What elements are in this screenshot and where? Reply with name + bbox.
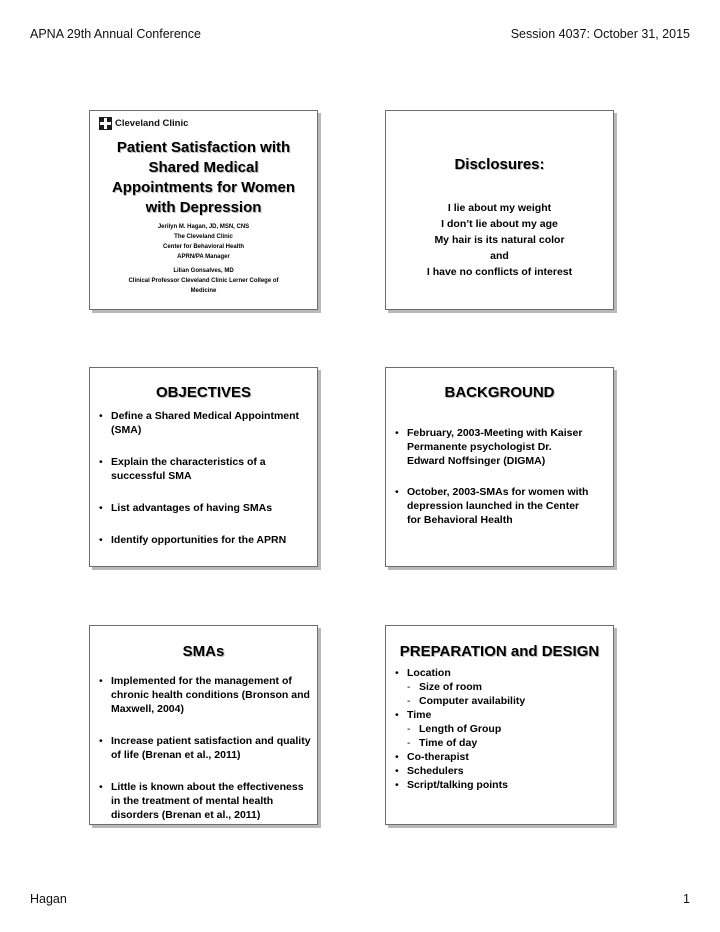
list-item-line: in the treatment of mental health (111, 795, 274, 807)
bullet-icon: • (395, 751, 399, 763)
list-item-line: disorders (Brenan et al., 2011) (111, 809, 261, 821)
list-item (97, 409, 307, 437)
list-item-line: depression launched in the Center (407, 500, 580, 512)
list-item-text: Time of day (419, 737, 478, 749)
list-item-line: Explain the characteristics of a (111, 456, 266, 468)
dash-icon: - (407, 695, 411, 707)
bullet-icon: • (99, 456, 103, 468)
slide-title-background: BACKGROUND (444, 384, 555, 401)
bullet-icon: • (99, 781, 103, 793)
list-item (393, 764, 607, 778)
list-item-line: February, 2003-Meeting with Kaiser (407, 427, 583, 439)
page-header-left: APNA 29th Annual Conference (30, 27, 201, 41)
list-item-text: Location (407, 667, 451, 679)
bullet-icon: • (395, 765, 399, 777)
list-item-line: of life (Brenan et al., 2011) (111, 749, 241, 761)
disclosure-line: My hair is its natural color (434, 234, 565, 246)
title-line: Patient Satisfaction with (116, 139, 291, 156)
author-line: Clinical Professor Cleveland Clinic Lerner College of (128, 278, 279, 284)
list-item (97, 501, 307, 515)
author-2 (90, 266, 317, 296)
title-line: Shared Medical (148, 159, 259, 176)
dash-icon: - (407, 681, 411, 693)
list-item-line: Implemented for the management of (111, 675, 292, 687)
bullet-icon: • (99, 410, 103, 422)
author-line: APRN/PA Manager (177, 254, 230, 260)
dash-icon: - (407, 723, 411, 735)
objectives-list (97, 409, 307, 547)
cleveland-clinic-logo-icon (99, 117, 112, 130)
bullet-icon: • (99, 735, 103, 747)
disclosure-line: and (490, 250, 509, 262)
list-item-line: for Behavioral Health (407, 514, 513, 526)
disclosure-line: I have no conflicts of interest (426, 266, 573, 278)
list-item-line: October, 2003-SMAs for women with (407, 486, 589, 498)
slide-background (385, 367, 614, 567)
author-line: The Cleveland Clinic (174, 234, 233, 240)
logo-text: Cleveland Clinic (115, 118, 189, 129)
page-footer-left: Hagan (30, 892, 67, 906)
slide-title-preparation: PREPARATION and DESIGN (399, 643, 600, 660)
bullet-icon: • (395, 486, 399, 498)
list-item (393, 778, 607, 792)
preparation-list (393, 666, 607, 792)
list-item-line: Maxwell, 2004) (111, 703, 184, 715)
list-item-line: Edward Noffsinger (DIGMA) (407, 455, 546, 467)
slide-disclosures (385, 110, 614, 310)
list-item-text: Co-therapist (407, 751, 469, 763)
list-item-line: Identify opportunities for the APRN (111, 534, 287, 546)
slide-title-smas: SMAs (182, 643, 225, 660)
sub-list-item (393, 680, 607, 694)
smas-list (97, 674, 313, 822)
list-item (393, 666, 607, 680)
slide-smas (89, 625, 318, 825)
dash-icon: - (407, 737, 411, 749)
slide-title-objectives: OBJECTIVES (155, 384, 252, 401)
list-item-text: Computer availability (419, 695, 526, 707)
list-item-text: Time (407, 709, 432, 721)
bullet-icon: • (395, 667, 399, 679)
author-line: Medicine (190, 288, 217, 294)
list-item-text: Length of Group (419, 723, 502, 735)
list-item (97, 455, 307, 483)
page-header-right: Session 4037: October 31, 2015 (510, 27, 690, 41)
bullet-icon: • (395, 427, 399, 439)
list-item (393, 485, 607, 527)
title-line: Appointments for Women (111, 179, 296, 196)
list-item (97, 674, 313, 716)
list-item-line: chronic health conditions (Bronson and (111, 689, 310, 701)
list-item (97, 780, 313, 822)
list-item-line: Define a Shared Medical Appointment (111, 410, 300, 422)
title-line: with Depression (145, 199, 262, 216)
list-item-line: List advantages of having SMAs (111, 502, 273, 514)
slide-objectives (89, 367, 318, 567)
author-1 (90, 222, 317, 262)
slide-title (89, 110, 318, 310)
bullet-icon: • (395, 709, 399, 721)
list-item (393, 426, 607, 468)
list-item-line: successful SMA (111, 470, 192, 482)
list-item (97, 533, 307, 547)
list-item-line: (SMA) (111, 424, 142, 436)
disclosure-line: I don’t lie about my age (441, 218, 558, 230)
author-line: Lilian Gonsalves, MD (173, 268, 234, 274)
bullet-icon: • (99, 675, 103, 687)
bullet-icon: • (99, 502, 103, 514)
slide-preparation-design (385, 625, 614, 825)
list-item-text: Script/talking points (407, 779, 508, 791)
disclosure-lines (386, 200, 613, 280)
bullet-icon: • (99, 534, 103, 546)
cleveland-clinic-logo (99, 117, 188, 130)
sub-list-item (393, 736, 607, 750)
list-item-line: Permanente psychologist Dr. (407, 441, 552, 453)
author-line: Jerilyn M. Hagan, JD, MSN, CNS (157, 224, 250, 230)
page-number: 1 (683, 892, 690, 906)
bullet-icon: • (395, 779, 399, 791)
background-list (393, 426, 607, 527)
list-item-line: Increase patient satisfaction and quality (111, 735, 311, 747)
author-line: Center for Behavioral Health (162, 244, 245, 250)
list-item-line: Little is known about the effectiveness (111, 781, 304, 793)
slide-title-disclosures: Disclosures: (454, 156, 545, 173)
list-item (97, 734, 313, 762)
presentation-title (90, 138, 317, 218)
list-item-text: Schedulers (407, 765, 464, 777)
list-item-text: Size of room (419, 681, 483, 693)
sub-list-item (393, 694, 607, 708)
disclosure-line: I lie about my weight (447, 202, 552, 214)
sub-list-item (393, 722, 607, 736)
list-item (393, 708, 607, 722)
list-item (393, 750, 607, 764)
